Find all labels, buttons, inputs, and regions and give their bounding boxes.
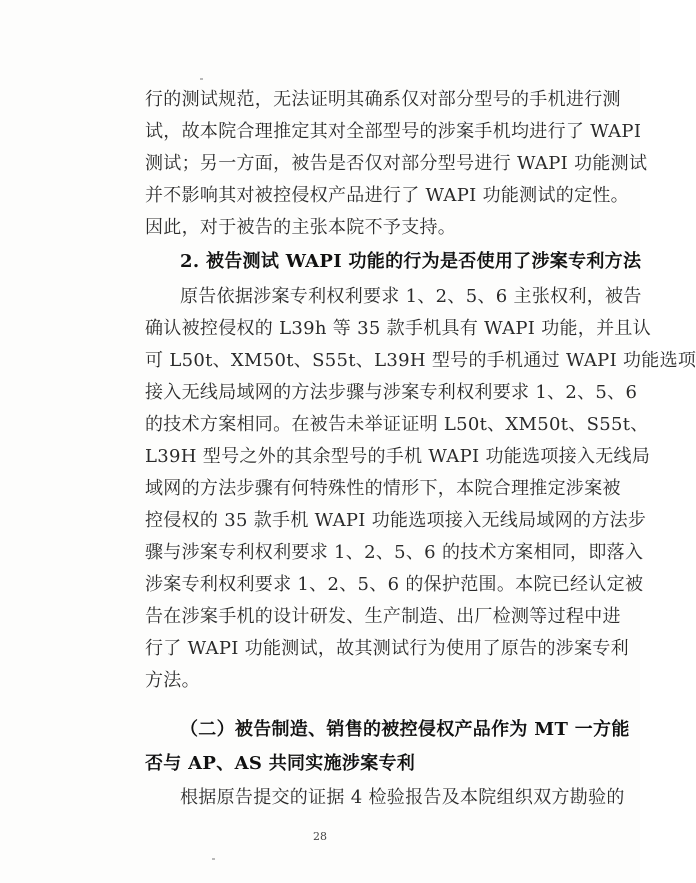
paragraph-line: 行的测试规范，无法证明其确系仅对部分型号的手机进行测: [145, 89, 621, 110]
section-heading: 否与 AP、AS 共同实施涉案专利: [145, 753, 416, 774]
scan-speck: [212, 858, 215, 860]
paragraph-line: 因此，对于被告的主张本院不予支持。: [145, 217, 457, 238]
paragraph-line: 告在涉案手机的设计研发、生产制造、出厂检测等过程中进: [145, 606, 621, 627]
paragraph-line: 原告依据涉案专利权利要求 1、2、5、6 主张权利，被告: [180, 286, 642, 307]
page-number: 28: [313, 830, 327, 843]
paragraph-line: 骤与涉案专利权利要求 1、2、5、6 的技术方案相同，即落入: [145, 542, 644, 563]
paragraph-line: 域网的方法步骤有何特殊性的情形下，本院合理推定涉案被: [145, 478, 621, 499]
paragraph-line: L39H 型号之外的其余型号的手机 WAPI 功能选项接入无线局: [145, 446, 651, 467]
section-heading: 2. 被告测试 WAPI 功能的行为是否使用了涉案专利方法: [180, 251, 642, 272]
paragraph-line: 的技术方案相同。在被告未举证证明 L50t、XM50t、S55t、: [145, 414, 649, 435]
paragraph-line: 方法。: [145, 670, 200, 691]
paragraph-line: 根据原告提交的证据 4 检验报告及本院组织双方勘验的: [180, 787, 625, 808]
section-heading: （二）被告制造、销售的被控侵权产品作为 MT 一方能: [180, 719, 630, 740]
scan-speck: [200, 78, 203, 80]
paragraph-line: 并不影响其对被控侵权产品进行了 WAPI 功能测试的定性。: [145, 185, 629, 206]
paragraph-line: 试，故本院合理推定其对全部型号的涉案手机均进行了 WAPI: [145, 121, 642, 142]
paragraph-line: 可 L50t、XM50t、S55t、L39H 型号的手机通过 WAPI 功能选项: [145, 350, 696, 371]
paragraph-line: 涉案专利权利要求 1、2、5、6 的保护范围。本院已经认定被: [145, 574, 644, 595]
paragraph-line: 控侵权的 35 款手机 WAPI 功能选项接入无线局域网的方法步: [145, 510, 647, 531]
paragraph-line: 确认被控侵权的 L39h 等 35 款手机具有 WAPI 功能，并且认: [145, 318, 652, 339]
paragraph-line: 测试；另一方面，被告是否仅对部分型号进行 WAPI 功能测试: [145, 153, 648, 174]
paragraph-line: 行了 WAPI 功能测试，故其测试行为使用了原告的涉案专利: [145, 638, 629, 659]
paragraph-line: 接入无线局域网的方法步骤与涉案专利权利要求 1、2、5、6: [145, 382, 638, 403]
